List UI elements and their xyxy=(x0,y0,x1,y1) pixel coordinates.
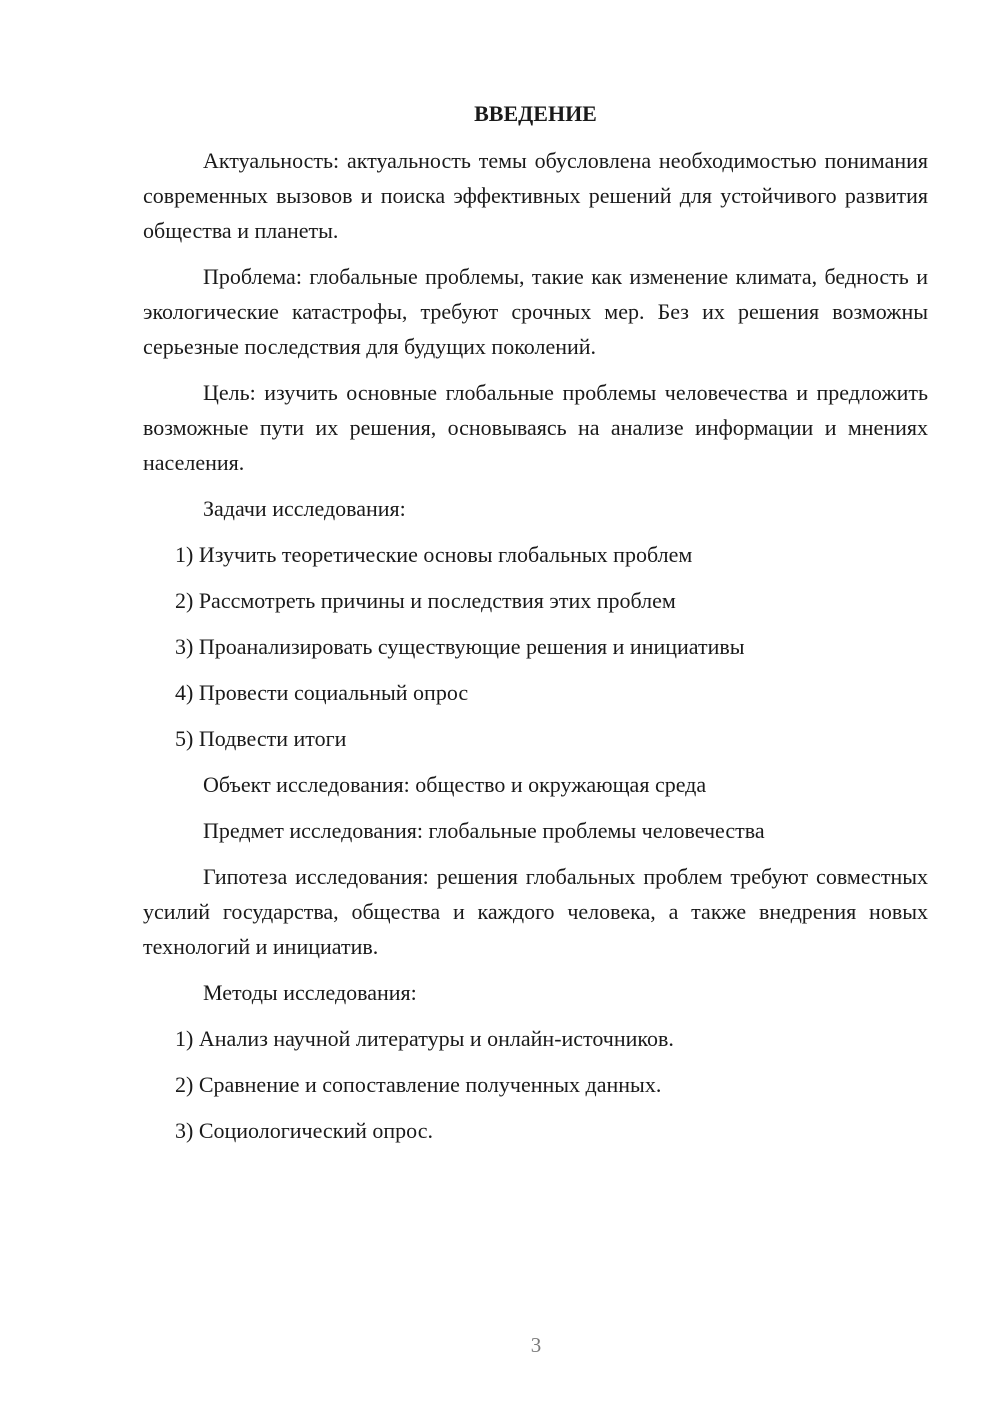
subject-paragraph: Предмет исследования: глобальные проблемы человечества xyxy=(203,818,765,843)
document-body xyxy=(143,96,928,1159)
problem-paragraph: Проблема: глобальные проблемы, такие как изменение климата, бедность и экологические катастрофы, требуют срочных мер. Без их решения возможны серьезные последствия для будущих поколений. xyxy=(143,264,928,359)
section-heading: ВВЕДЕНИЕ xyxy=(474,101,597,126)
task-item: 5) Подвести итоги xyxy=(175,726,347,751)
hypothesis-paragraph: Гипотеза исследования: решения глобальных проблем требуют совместных усилий государства, общества и каждого человека, а также внедрения новых технологий и инициатив. xyxy=(143,864,928,959)
methods-title: Методы исследования: xyxy=(203,980,417,1005)
method-item: 3) Социологический опрос. xyxy=(175,1118,433,1143)
tasks-title: Задачи исследования: xyxy=(203,496,406,521)
method-item: 1) Анализ научной литературы и онлайн-источников. xyxy=(175,1026,674,1051)
relevance-paragraph: Актуальность: актуальность темы обусловлена необходимостью понимания современных вызовов и поиска эффективных решений для устойчивого развития общества и планеты. xyxy=(143,148,928,243)
task-item: 1) Изучить теоретические основы глобальных проблем xyxy=(175,542,693,567)
method-item: 2) Сравнение и сопоставление полученных данных. xyxy=(175,1072,662,1097)
object-paragraph: Объект исследования: общество и окружающая среда xyxy=(203,772,707,797)
goal-paragraph: Цель: изучить основные глобальные проблемы человечества и предложить возможные пути их решения, основываясь на анализе информации и мнениях населения. xyxy=(143,380,928,475)
task-item: 4) Провести социальный опрос xyxy=(175,680,469,705)
task-item: 3) Проанализировать существующие решения и инициативы xyxy=(175,634,745,659)
page-number: 3 xyxy=(530,1333,542,1357)
task-item: 2) Рассмотреть причины и последствия этих проблем xyxy=(175,588,676,613)
